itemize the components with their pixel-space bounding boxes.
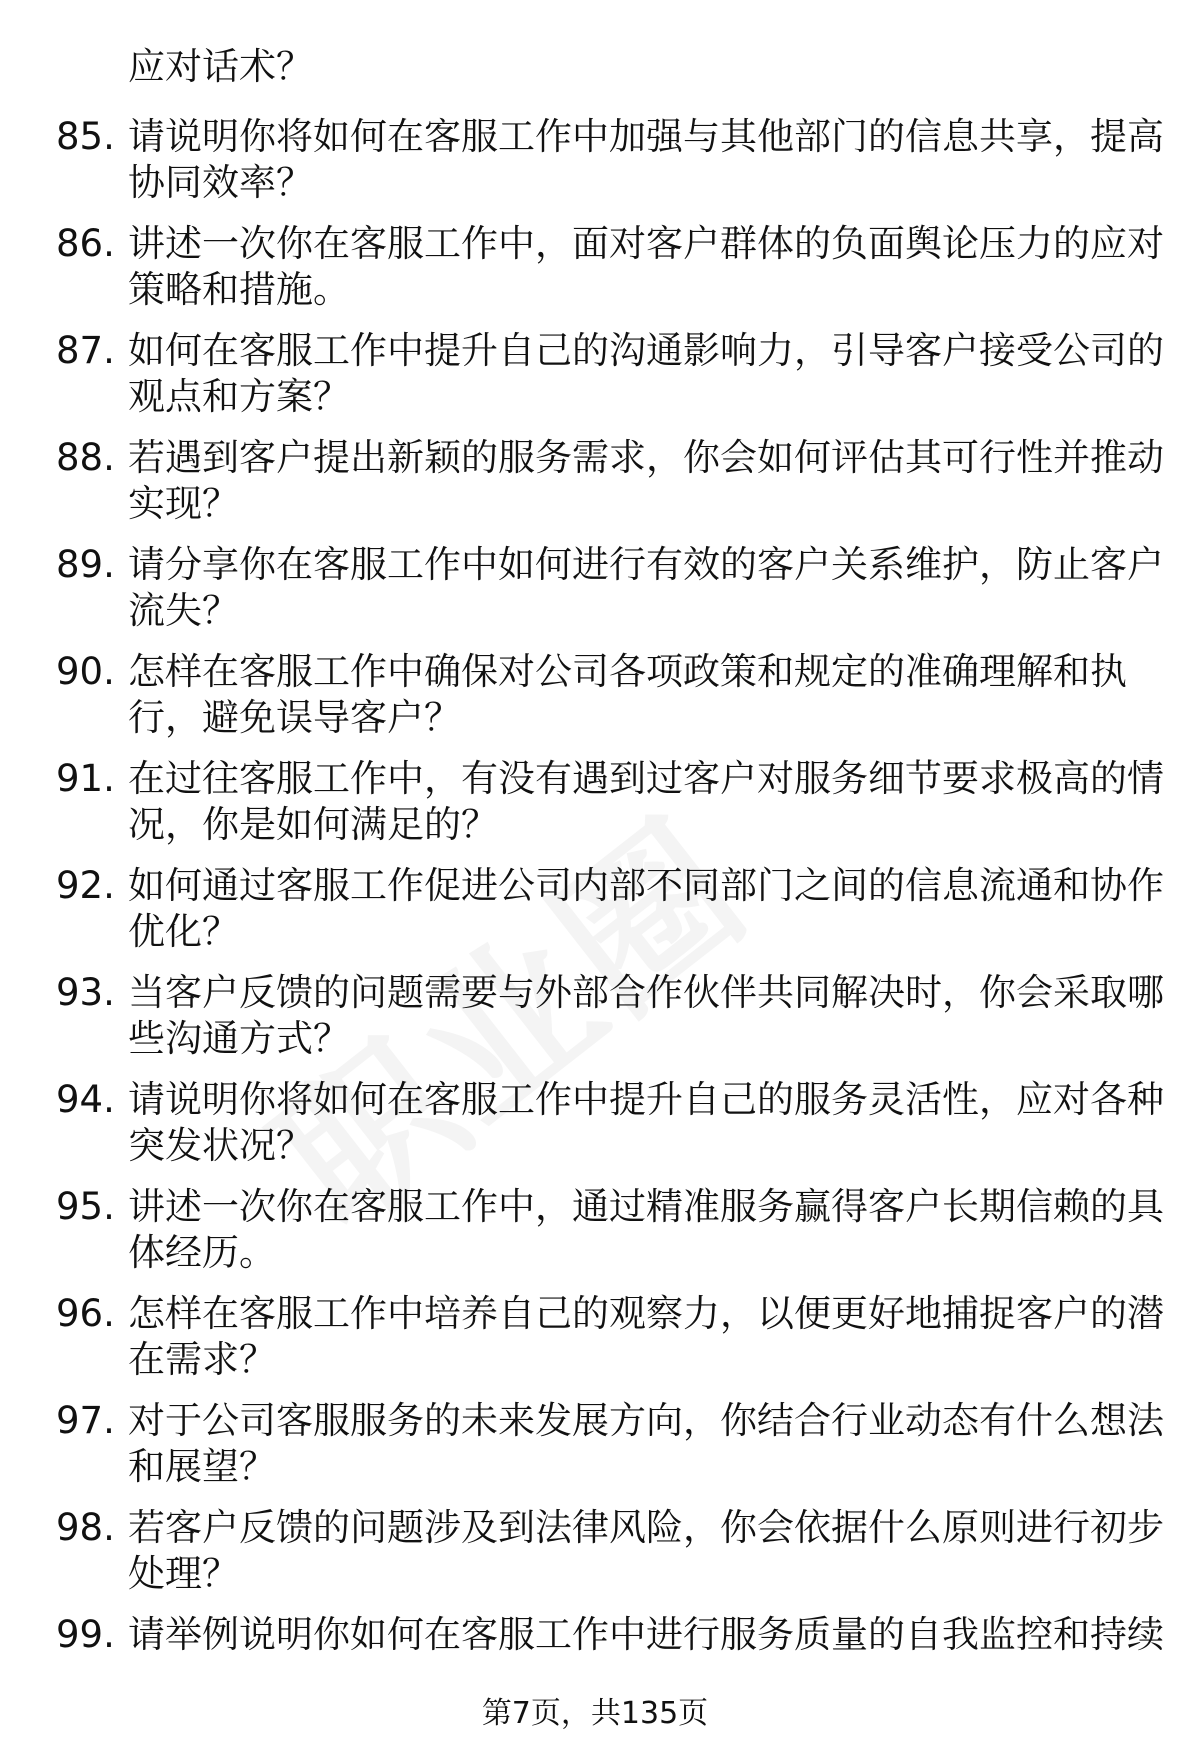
question-item [0, 863, 1190, 970]
question-text-line: 如何在客服工作中提升自己的沟通影响力，引导客户接受公司的 [128, 329, 1164, 372]
question-text-line: 若客户反馈的问题涉及到法律风险，你会依据什么原则进行初步 [128, 1506, 1164, 1549]
question-number: 87. [56, 329, 115, 372]
question-text-line: 讲述一次你在客服工作中，面对客户群体的负面舆论压力的应对 [128, 222, 1164, 265]
question-number: 94. [56, 1078, 115, 1121]
question-item [0, 756, 1190, 863]
question-text-line: 观点和方案？ [128, 375, 350, 418]
question-item [0, 1398, 1190, 1505]
question-number: 85. [56, 115, 115, 158]
question-text-line: 对于公司客服服务的未来发展方向，你结合行业动态有什么想法 [128, 1399, 1164, 1442]
question-item [0, 1291, 1190, 1398]
question-text-line: 如何通过客服工作促进公司内部不同部门之间的信息流通和协作 [128, 864, 1164, 907]
question-text-line: 当客户反馈的问题需要与外部合作伙伴共同解决时，你会采取哪 [128, 971, 1164, 1014]
question-text-line: 在需求？ [128, 1338, 276, 1381]
question-text-line: 请说明你将如何在客服工作中提升自己的服务灵活性，应对各种 [128, 1078, 1164, 1121]
question-item [0, 1184, 1190, 1291]
question-text-line: 讲述一次你在客服工作中，通过精准服务赢得客户长期信赖的具 [128, 1185, 1164, 1228]
question-text-line: 若遇到客户提出新颖的服务需求，你会如何评估其可行性并推动 [128, 436, 1164, 479]
question-item [0, 1077, 1190, 1184]
question-number: 95. [56, 1185, 115, 1228]
question-text-line: 请说明你将如何在客服工作中加强与其他部门的信息共享，提高 [128, 115, 1164, 158]
question-item [0, 114, 1190, 221]
question-number: 88. [56, 436, 115, 479]
question-text-line: 些沟通方式？ [128, 1017, 350, 1060]
question-text-line: 请分享你在客服工作中如何进行有效的客户关系维护，防止客户 [128, 543, 1164, 586]
question-list [0, 114, 1190, 1719]
question-text-line: 突发状况？ [128, 1124, 313, 1167]
question-text-line: 策略和措施。 [128, 268, 350, 311]
question-text-line: 处理？ [128, 1552, 239, 1595]
question-text-line: 况，你是如何满足的？ [128, 803, 498, 846]
question-text-line: 行，避免误导客户？ [128, 696, 461, 739]
page-footer: 第7页，共135页 [481, 1696, 709, 1731]
question-number: 93. [56, 971, 115, 1014]
question-item [0, 970, 1190, 1077]
question-text-line: 流失？ [128, 589, 239, 632]
question-text-line: 和展望？ [128, 1445, 276, 1488]
question-item [0, 1505, 1190, 1612]
question-number: 99. [56, 1613, 115, 1656]
question-item [0, 435, 1190, 542]
question-item [0, 328, 1190, 435]
question-number: 91. [56, 757, 115, 800]
question-text-line: 体经历。 [128, 1231, 276, 1274]
question-number: 98. [56, 1506, 115, 1549]
question-text-line: 在过往客服工作中，有没有遇到过客户对服务细节要求极高的情 [128, 757, 1164, 800]
question-number: 89. [56, 543, 115, 586]
question-item [0, 649, 1190, 756]
continued-question-text: 应对话术？ [128, 45, 313, 88]
question-number: 90. [56, 650, 115, 693]
question-number: 97. [56, 1399, 115, 1442]
question-text-line: 怎样在客服工作中确保对公司各项政策和规定的准确理解和执 [128, 650, 1127, 693]
question-number: 92. [56, 864, 115, 907]
question-text-line: 协同效率？ [128, 161, 313, 204]
question-text-line: 实现？ [128, 482, 239, 525]
question-text-line: 请举例说明你如何在客服工作中进行服务质量的自我监控和持续 [128, 1613, 1164, 1656]
question-item [0, 542, 1190, 649]
question-item [0, 221, 1190, 328]
question-text-line: 优化？ [128, 910, 239, 953]
question-text-line: 怎样在客服工作中培养自己的观察力，以便更好地捕捉客户的潜 [128, 1292, 1164, 1335]
question-number: 96. [56, 1292, 115, 1335]
question-number: 86. [56, 222, 115, 265]
